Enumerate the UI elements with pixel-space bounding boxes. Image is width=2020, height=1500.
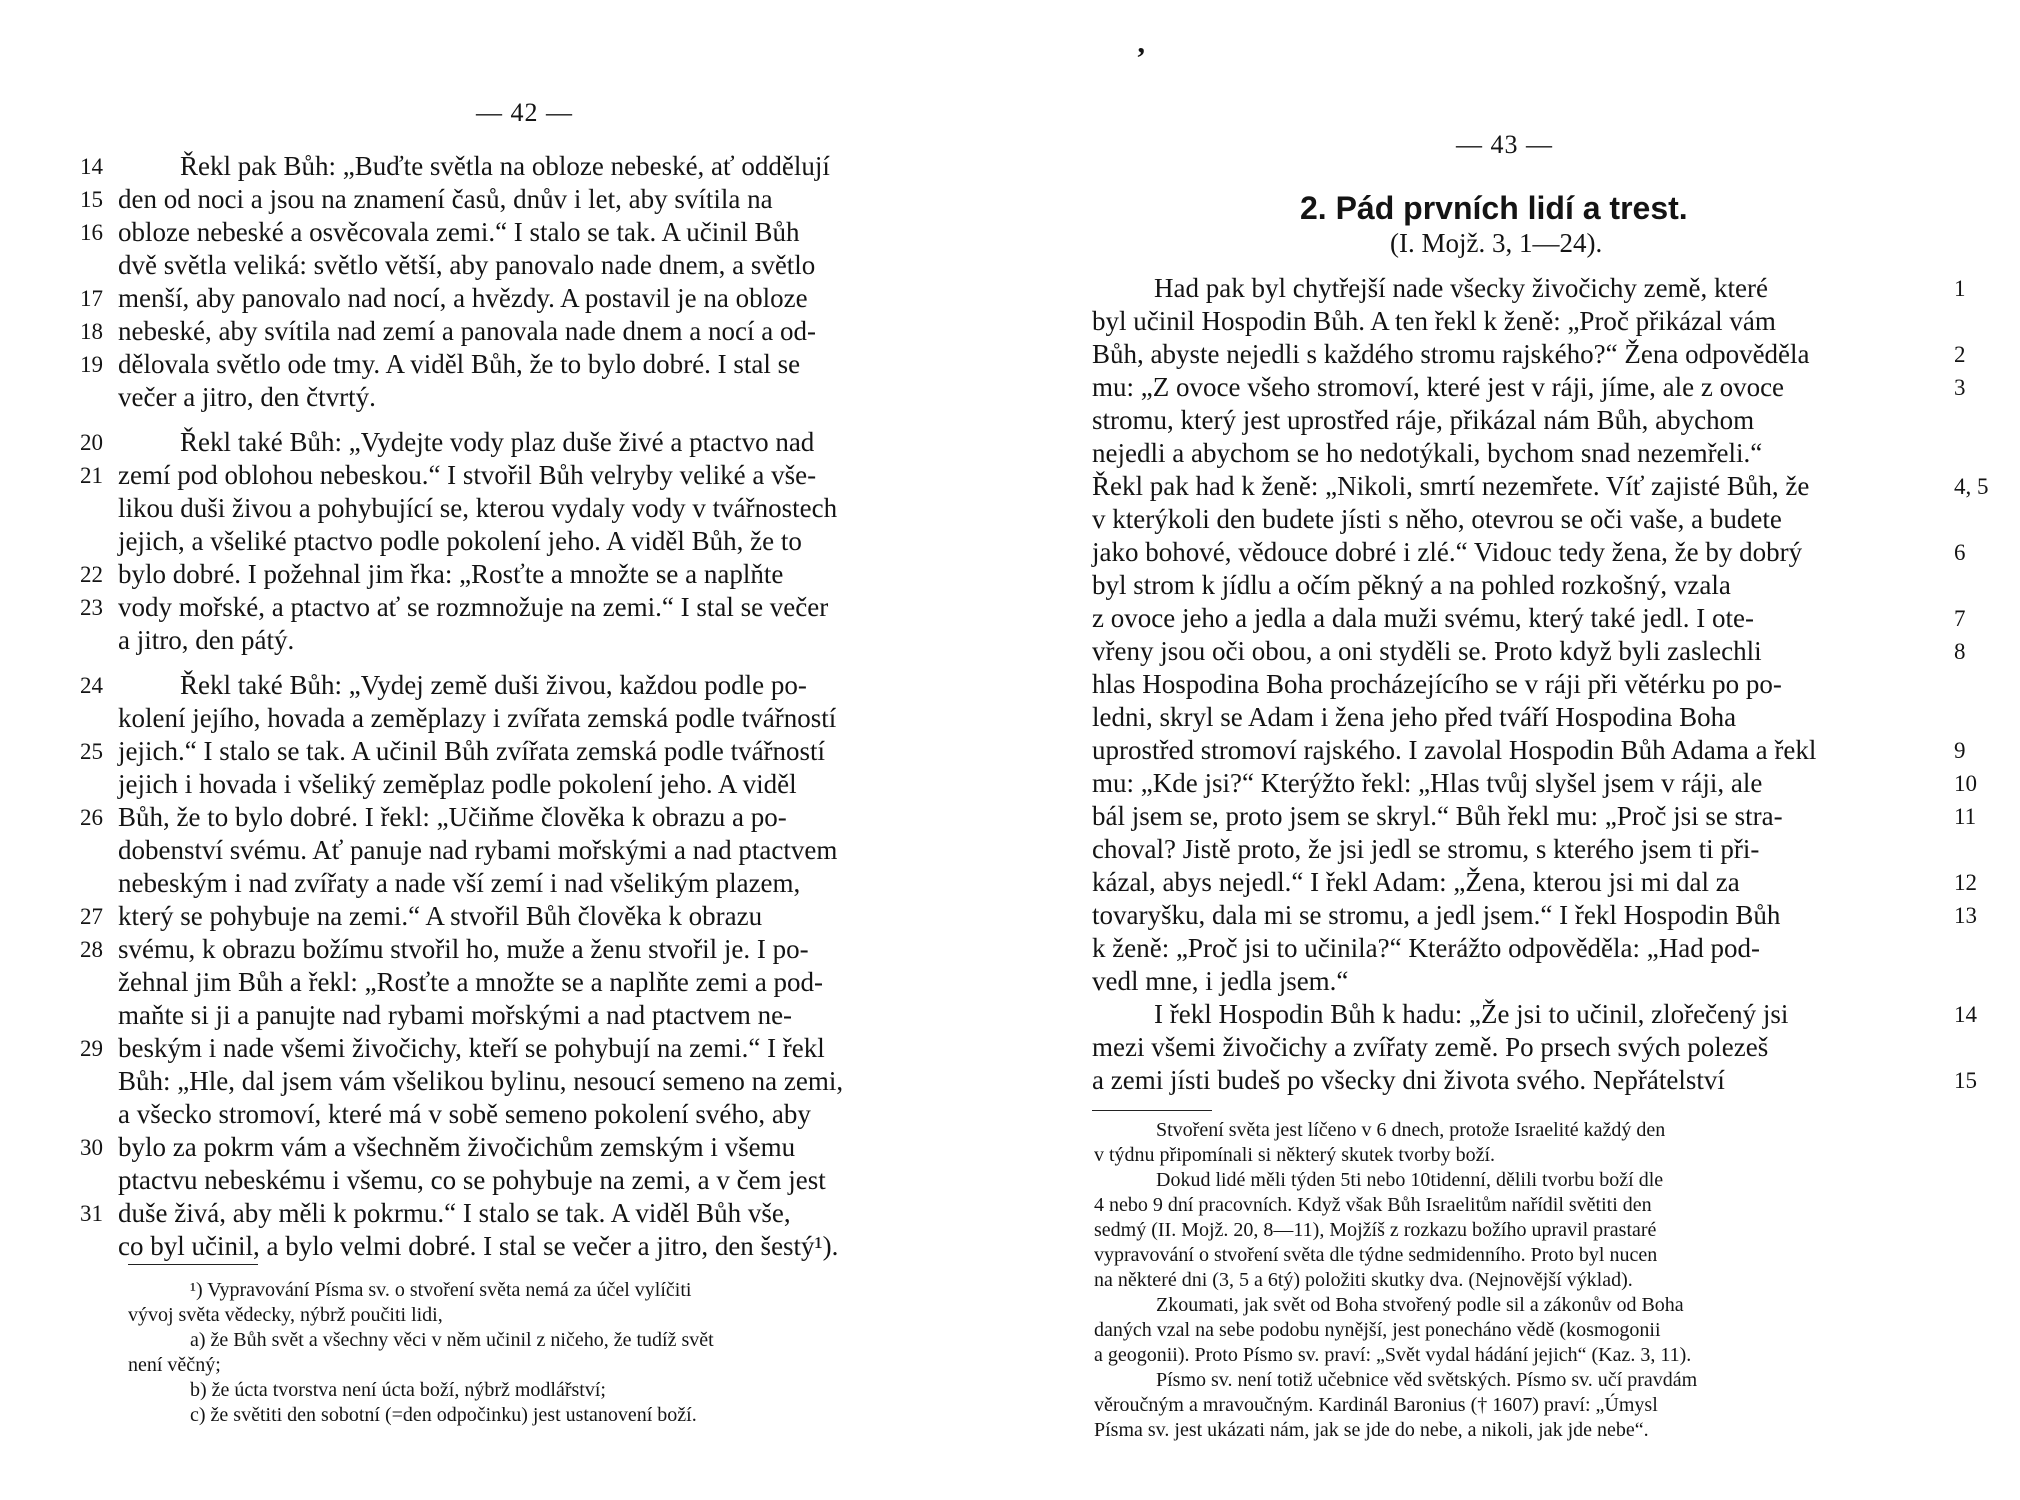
footnote-separator [1092,1110,1212,1111]
text-line [80,381,960,414]
text-line [1092,866,1992,899]
text-line [1092,734,1992,767]
line-text: maňte si ji a panujte nad rybami mořskými a nad ptactvem ne- [118,1000,793,1030]
footnote-line [1094,1368,1934,1393]
footnote-text: na některé dni (3, 5 a 6tý) položiti skutky dva. (Nejnovější výklad). [1094,1269,1633,1291]
verse-number: 2 [1954,342,1966,367]
text-line [1092,371,1992,404]
line-text: vřeny jsou oči obou, a oni styděli se. Proto když byli zaslechli [1092,636,1762,666]
line-text: Řekl pak Bůh: „Buďte světla na obloze nebeské, ať oddělují [180,151,830,181]
verse-number: 16 [80,220,103,245]
footnote-line [1094,1193,1934,1218]
verse-number: 21 [80,463,103,488]
verse-number: 15 [80,187,103,212]
line-text: vedl mne, i jedla jsem.“ [1092,966,1349,996]
line-text: bál jsem se, proto jsem se skryl.“ Bůh řekl mu: „Proč jsi se stra- [1092,801,1783,831]
line-text: mu: „Kde jsi?“ Kterýžto řekl: „Hlas tvůj slyšel jsem v ráji, ale [1092,768,1763,798]
line-text: mezi všemi živočichy a zvířaty země. Po prsech svých polezeš [1092,1032,1769,1062]
line-text: menší, aby panovalo nad nocí, a hvězdy. A postavil je na obloze [118,283,808,313]
verse-number: 15 [1954,1068,1977,1093]
text-line [80,933,960,966]
line-text: uprostřed stromoví rajského. I zavolal Hospodin Bůh Adama a řekl [1092,735,1817,765]
line-text: jejich.“ I stalo se tak. A učinil Bůh zvířata zemská podle tvářností [118,736,826,766]
text-line [1092,305,1992,338]
footnote-text: Písmo sv. není totiž učebnice věd světských. Písmo sv. učí pravdám [1156,1369,1698,1391]
verse-number: 28 [80,937,103,962]
text-line [80,459,960,492]
text-line [80,1032,960,1065]
stray-print-mark: ʼ [1136,42,1146,75]
line-text: den od noci a jsou na znamení časů, dnův i let, aby svítila na [118,184,773,214]
text-line [80,900,960,933]
footnote-text: 4 nebo 9 dní pracovních. Když však Bůh Israelitům nařídil světiti den [1094,1194,1652,1216]
text-line [1092,470,1992,503]
text-line [80,249,960,282]
text-line [80,1065,960,1098]
line-text: choval? Jistě proto, že jsi jedl se stromu, s kterého jsem ti při- [1092,834,1760,864]
line-text: kolení jejího, hovada a zeměplazy i zvířata zemská podle tvářností [118,703,837,733]
footnote-line [1094,1293,1934,1318]
paragraph-gap [80,414,960,426]
footnote-line [128,1403,948,1428]
line-text: tovaryšku, dala mi se stromu, a jedl jsem.“ I řekl Hospodin Bůh [1092,900,1781,930]
verse-number: 25 [80,739,103,764]
line-text: byl učinil Hospodin Bůh. A ten řekl k ženě: „Proč přikázal vám [1092,306,1776,336]
line-text: likou duši živou a pohybující se, kterou vydaly vody v tvářnostech [118,493,838,523]
verse-number: 3 [1954,375,1966,400]
text-line [80,150,960,183]
footnote-line [128,1328,948,1353]
line-text: dvě světla veliká: světlo větší, aby panovalo nade dnem, a světlo [118,250,816,280]
verse-number: 23 [80,595,103,620]
verse-number: 7 [1954,606,1966,631]
text-line [1092,437,1992,470]
verse-number: 8 [1954,639,1966,664]
text-line [80,669,960,702]
right-page [1010,0,2020,1500]
footnote-text: v týdnu připomínali si některý skutek tvorby boží. [1094,1144,1496,1166]
verse-number: 10 [1954,771,1977,796]
verse-number: 31 [80,1201,103,1226]
line-text: Bůh, abyste nejedli s každého stromu rajského?“ Žena odpověděla [1092,339,1810,369]
line-text: co byl učinil, a bylo velmi dobré. I stal se večer a jitro, den šestý¹). [118,1231,839,1261]
line-text: nejedli a abychom se ho nedotýkali, bychom snad nezemřeli.“ [1092,438,1763,468]
text-line [80,216,960,249]
verse-number: 13 [1954,903,1977,928]
line-text: obloze nebeské a osvěcovala zemi.“ I stalo se tak. A učinil Bůh [118,217,800,247]
text-line [80,426,960,459]
line-text: zemí pod oblohou nebeskou.“ I stvořil Bůh velryby veliké a vše- [118,460,817,490]
footnotes-column [128,1278,948,1428]
footnote-line [1094,1218,1934,1243]
verse-number: 9 [1954,738,1966,763]
verse-number: 29 [80,1036,103,1061]
verse-number: 26 [80,805,103,830]
line-text: Bůh: „Hle, dal jsem vám všelikou bylinu, nesoucí semeno na zemi, [118,1066,844,1096]
footnote-text: a geogonii). Proto Písmo sv. praví: „Svět vydal hádání jejich“ (Kaz. 3, 11). [1094,1344,1692,1366]
verse-number: 14 [1954,1002,1977,1027]
line-text: mu: „Z ovoce všeho stromoví, které jest v ráji, jíme, ale z ovoce [1092,372,1785,402]
footnote-line [1094,1143,1934,1168]
footnote-separator [128,1264,258,1265]
line-text: hlas Hospodina Boha procházejícího se v ráji při větérku po po- [1092,669,1782,699]
verse-number: 17 [80,286,103,311]
footnote-text: sedmý (II. Mojž. 20, 8—11), Mojžíš z rozkazu božího upravil prastaré [1094,1219,1657,1241]
line-text: byl strom k jídlu a očím pěkný a na pohled rozkošný, vzala [1092,570,1731,600]
text-line [80,282,960,315]
page-number: — 43 — [1456,130,1553,159]
line-text: Řekl také Bůh: „Vydejte vody plaz duše živé a ptactvo nad [180,427,815,457]
line-text: dělovala světlo ode tmy. A viděl Bůh, že to bylo dobré. I stal se [118,349,801,379]
chapter-reference: (I. Mojž. 3, 1—24). [1390,228,1603,258]
text-line [80,525,960,558]
footnote-text: věroučným a mravoučným. Kardinál Baronius († 1607) praví: „Úmysl [1094,1394,1658,1416]
line-text: jejich, a všeliké ptactvo podle pokolení jeho. A viděl Bůh, že to [118,526,802,556]
footnote-line [1094,1243,1934,1268]
text-line [80,591,960,624]
text-line [1092,503,1992,536]
text-line [1092,272,1992,305]
footnote-text: Stvoření světa jest líčeno v 6 dnech, protože Israelité každý den [1156,1119,1666,1141]
verse-number: 27 [80,904,103,929]
verse-number: 6 [1954,540,1966,565]
verse-number: 14 [80,154,103,179]
line-text: žehnal jim Bůh a řekl: „Rosťte a množte se a naplňte zemi a pod- [118,967,824,997]
line-text: jako bohové, vědouce dobré i zlé.“ Vidouc tedy žena, že by dobrý [1092,537,1803,567]
line-text: jejich i hovada i všeliký zeměplaz podle pokolení jeho. A viděl [118,769,797,799]
text-line [80,1197,960,1230]
page-number: — 42 — [476,98,573,127]
footnote-text: b) že úcta tvorstva není úcta boží, nýbrž modlářství; [190,1379,606,1401]
verse-number: 22 [80,562,103,587]
line-text: a zemi jísti budeš po všecky dni života svého. Nepřátelství [1092,1065,1725,1095]
text-line [1092,338,1992,371]
text-line [1092,701,1992,734]
footnote-line [128,1378,948,1403]
text-line [1092,932,1992,965]
text-line [1092,800,1992,833]
text-line [1092,404,1992,437]
verse-number: 20 [80,430,103,455]
text-line [80,999,960,1032]
line-text: nebeským i nad zvířaty a nade vší zemí i nad všelikým plazem, [118,868,801,898]
footnote-text: ¹) Vypravování Písma sv. o stvoření světa nemá za účel vylíčiti [190,1279,692,1301]
text-line [1092,1064,1992,1097]
line-text: v kterýkoli den budete jísti s něho, otevrou se oči vaše, a budete [1092,504,1782,534]
footnote-text: daných vzal na sebe podobu nynější, jest ponecháno vědě (kosmogonii [1094,1319,1661,1341]
text-line [1092,899,1992,932]
paragraph-gap [80,657,960,669]
footnote-text: a) že Bůh svět a všechny věci v něm učinil z ničeho, že tudíž svět [190,1329,714,1351]
footnote-line [1094,1393,1934,1418]
text-line [80,348,960,381]
verse-text-column [80,150,960,1263]
line-text: a jitro, den pátý. [118,625,295,655]
footnote-text: Dokud lidé měli týden 5ti nebo 10tidenní, dělili tvorbu boží dle [1156,1169,1664,1191]
line-text: z ovoce jeho a jedla a dala muži svému, který také jedl. I ote- [1092,603,1754,633]
line-text: stromu, který jest uprostřed ráje, přikázal nám Bůh, abychom [1092,405,1755,435]
line-text: Řekl také Bůh: „Vydej země duši živou, každou podle po- [180,670,807,700]
text-line [1092,668,1992,701]
text-line [1092,569,1992,602]
text-line [80,492,960,525]
text-line [1092,602,1992,635]
line-text: večer a jitro, den čtvrtý. [118,382,376,412]
text-line [1092,833,1992,866]
text-line [80,966,960,999]
line-text: který se pohybuje na zemi.“ A stvořil Bůh člověka k obrazu [118,901,763,931]
line-text: nebeské, aby svítila nad zemí a panovala nade dnem a nocí a od- [118,316,816,346]
footnote-line [1094,1168,1934,1193]
verse-number: 18 [80,319,103,344]
footnote-line [1094,1343,1934,1368]
line-text: I řekl Hospodin Bůh k hadu: „Že jsi to učinil, zlořečený jsi [1154,999,1789,1029]
footnote-text: vývoj světa vědecky, nýbrž poučiti lidi, [128,1304,443,1326]
text-line [80,315,960,348]
line-text: ledni, skryl se Adam i žena jeho před tváří Hospodina Boha [1092,702,1737,732]
text-line [80,624,960,657]
text-line [80,702,960,735]
verse-number: 11 [1954,804,1977,829]
text-line [1092,1031,1992,1064]
footnote-line [1094,1118,1934,1143]
text-line [80,1230,960,1263]
footnote-line [1094,1318,1934,1343]
footnote-line [128,1278,948,1303]
footnote-line [128,1303,948,1328]
line-text: kázal, abys nejedl.“ I řekl Adam: „Žena, kterou jsi mi dal za [1092,867,1740,897]
text-line [1092,536,1992,569]
text-line [80,768,960,801]
line-text: k ženě: „Proč jsi to učinila?“ Kterážto odpověděla: „Had pod- [1092,933,1760,963]
line-text: bylo za pokrm vám a všechněm živočichům zemským i všemu [118,1132,796,1162]
text-line [1092,998,1992,1031]
verse-number: 12 [1954,870,1977,895]
line-text: duše živá, aby měli k pokrmu.“ I stalo se tak. A viděl Bůh vše, [118,1198,791,1228]
text-line [80,1164,960,1197]
line-text: Had pak byl chytřejší nade všecky živočichy země, které [1154,273,1768,303]
text-line [80,1098,960,1131]
verse-number: 19 [80,352,103,377]
text-line [80,801,960,834]
text-line [1092,767,1992,800]
line-text: a všecko stromoví, které má v sobě semeno pokolení svého, aby [118,1099,811,1129]
verse-number: 30 [80,1135,103,1160]
text-line [80,735,960,768]
footnote-text: c) že světiti den sobotní (=den odpočinku) jest ustanovení boží. [190,1404,697,1426]
line-text: bylo dobré. I požehnal jim řka: „Rosťte a množte se a naplňte [118,559,784,589]
verse-number: 4, 5 [1954,474,1989,499]
line-text: Řekl pak had k ženě: „Nikoli, smrtí nezemřete. Víť zajisté Bůh, že [1092,471,1810,501]
footnote-line [128,1353,948,1378]
footnote-text: není věčný; [128,1354,221,1376]
line-text: ptactvu nebeskému i všemu, co se pohybuje na zemi, a v čem jest [118,1165,826,1195]
verse-text-column [1092,272,1992,1097]
footnotes-column [1094,1118,1934,1443]
text-line [80,1131,960,1164]
footnote-text: vypravování o stvoření světa dle týdne sedmidenního. Proto byl nucen [1094,1244,1658,1266]
footnote-text: Zkoumati, jak svět od Boha stvořený podle sil a zákonův od Boha [1156,1294,1684,1316]
verse-number: 24 [80,673,103,698]
text-line [80,834,960,867]
line-text: dobenství svému. Ať panuje nad rybami mořskými a nad ptactvem [118,835,838,865]
text-line [80,558,960,591]
footnote-line [1094,1268,1934,1293]
line-text: beským i nade všemi živočichy, kteří se pohybují na zemi.“ I řekl [118,1033,825,1063]
line-text: Bůh, že to bylo dobré. I řekl: „Učiňme člověka k obrazu a po- [118,802,787,832]
text-line [1092,965,1992,998]
footnote-text: Písma sv. jest ukázati nám, jak se jde do nebe, a nikoli, jak jde nebe“. [1094,1419,1649,1441]
text-line [80,867,960,900]
verse-number: 1 [1954,276,1966,301]
text-line [80,183,960,216]
text-line [1092,635,1992,668]
chapter-title: 2. Pád prvních lidí a trest. [1300,190,1688,226]
line-text: vody mořské, a ptactvo ať se rozmnožuje na zemi.“ I stal se večer [118,592,829,622]
line-text: svému, k obrazu božímu stvořil ho, muže a ženu stvořil je. I po- [118,934,809,964]
footnote-line [1094,1418,1934,1443]
